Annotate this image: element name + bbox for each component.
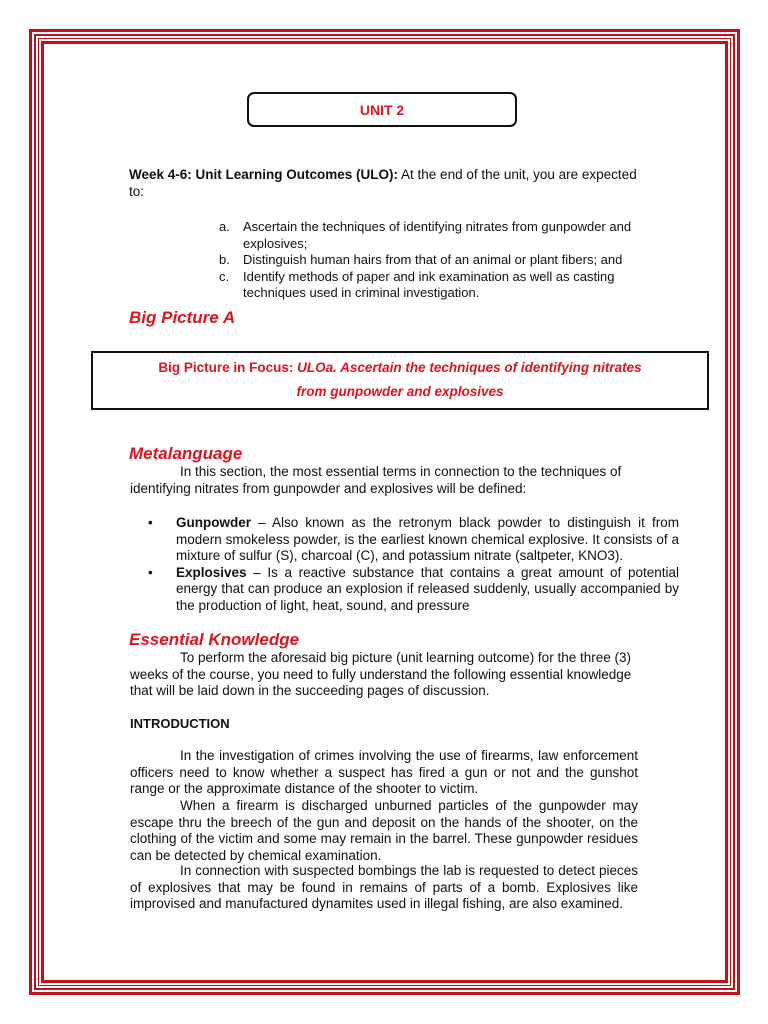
unit-title: UNIT 2 xyxy=(359,101,405,118)
intro-paragraph-2: When a firearm is discharged unburned particles of the gunpowder may escape thru the breech of the gun and deposit on the hands of the shooter, on the clothing of the victim and some may remain in the barrel. These gunpowder residues can be detected by chemical examination. xyxy=(130,798,638,863)
unit-title-box xyxy=(247,92,517,127)
ulo-item-marker: a. xyxy=(219,219,230,234)
term-definition: – Also known as the retronym black powder to distinguish it from modern smokeless powder, is the earliest known chemical explosive. It consists of a mixture of sulfur (S), charcoal (C), and potassium nitrate (saltpeter, KNO3). xyxy=(176,515,679,563)
term-item-gunpowder xyxy=(148,515,679,565)
terms-list xyxy=(148,515,679,614)
ulo-item-marker: b. xyxy=(219,252,230,267)
ulo-item-text: Distinguish human hairs from that of an animal or plant fibers; and xyxy=(243,252,623,267)
essential-knowledge-heading: Essential Knowledge xyxy=(129,630,300,649)
ulo-item xyxy=(219,269,679,302)
big-picture-heading: Big Picture A xyxy=(129,308,236,327)
focus-line-1-text: ULOa. Ascertain the techniques of identifying nitrates xyxy=(297,360,642,375)
ulo-item-text: Ascertain the techniques of identifying nitrates from gunpowder and explosives; xyxy=(243,219,632,251)
ulo-item xyxy=(219,219,679,252)
term-name: Gunpowder xyxy=(176,515,251,530)
metalanguage-heading: Metalanguage xyxy=(129,444,243,463)
essential-knowledge-text: To perform the aforesaid big picture (unit learning outcome) for the three (3) weeks of the course, you need to fully understand the following essential knowledge that will be laid down in the succeeding pages of discussion. xyxy=(130,650,632,698)
ulo-item-marker: c. xyxy=(219,268,230,284)
ulo-intro xyxy=(129,167,649,200)
term-name: Explosives xyxy=(176,564,247,580)
ulo-item xyxy=(219,252,679,269)
bullet-icon: • xyxy=(148,564,153,580)
term-definition: – Is a reactive substance that contains a great amount of potential energy that can produce an explosion if released suddenly, usually accompanied by the production of light, heat, sound, and pressure xyxy=(176,564,679,613)
bullet-icon: • xyxy=(148,515,153,530)
metalanguage-intro: In this section, the most essential terms in connection to the techniques of identifying nitrates from gunpowder and explosives will be defined: xyxy=(130,464,622,496)
focus-prefix: Big Picture in Focus: xyxy=(158,360,298,375)
ulo-list xyxy=(219,219,679,302)
big-picture-focus-box xyxy=(91,351,709,410)
focus-line-2: from gunpowder and explosives xyxy=(296,384,504,399)
introduction-heading: INTRODUCTION xyxy=(130,716,230,731)
intro-paragraph-1: In the investigation of crimes involving the use of firearms, law enforcement officers need to know whether a suspect has fired a gun or not and the gunshot range or the approximate distance of the shooter to victim. xyxy=(130,748,638,796)
ulo-label: Week 4-6: Unit Learning Outcomes (ULO): xyxy=(129,167,399,182)
focus-line-1 xyxy=(93,356,707,380)
intro-paragraph-3: In connection with suspected bombings the lab is requested to detect pieces of explosives that may be found in remains of parts of a bomb. Explosives like improvised and manufactured dynamites used in illegal fishing, are also examined. xyxy=(130,863,638,911)
ulo-item-text: Identify methods of paper and ink examination as well as casting techniques used in criminal investigation. xyxy=(243,268,615,300)
ulo-text: At the end of the unit, you are expected to: xyxy=(129,167,637,199)
term-item-explosives xyxy=(148,565,679,615)
